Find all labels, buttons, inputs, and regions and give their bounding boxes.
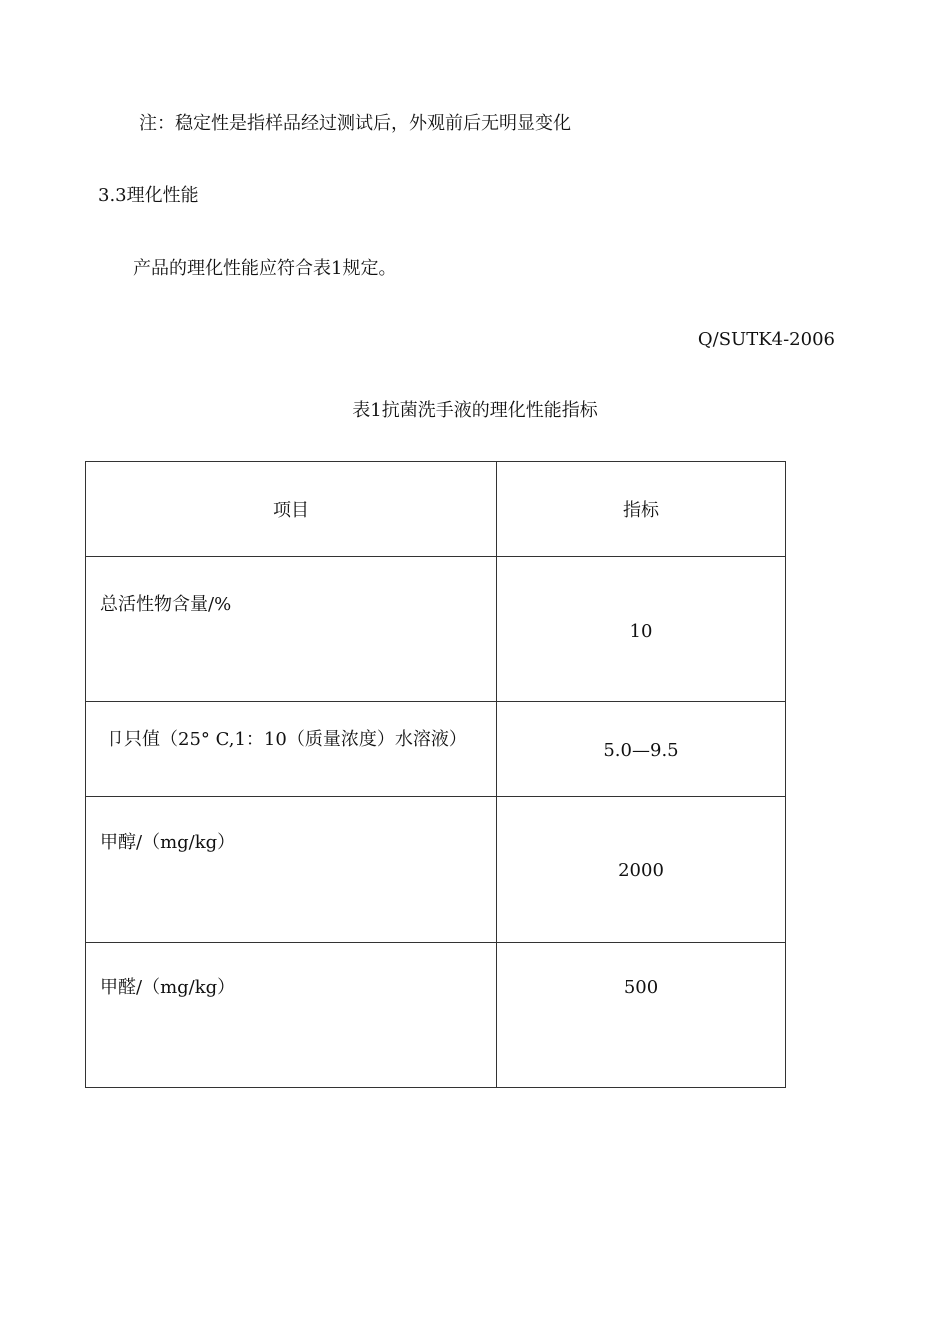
item-label: 卩只值（25° C,1：10（质量浓度）水溶液）	[106, 729, 467, 750]
item-cell	[86, 797, 497, 943]
note-text: 注：稳定性是指样品经过测试后，外观前后无明显变化	[139, 113, 571, 134]
value-cell	[497, 943, 786, 1088]
table-row	[86, 557, 786, 702]
item-label: 总活性物含量/%	[100, 594, 232, 615]
item-cell	[86, 702, 497, 797]
document-code: Q/SUTK4-2006	[697, 329, 835, 350]
value-cell	[497, 702, 786, 797]
value-text: 10	[629, 621, 653, 642]
table-caption: 表1抗菌洗手液的理化性能指标	[352, 400, 598, 421]
spec-table	[85, 461, 786, 1088]
item-label: 甲醇/（mg/kg）	[100, 832, 236, 853]
table-header-row	[86, 462, 786, 557]
header-item: 项目	[86, 462, 497, 557]
value-text: 500	[623, 977, 659, 998]
table-row	[86, 943, 786, 1088]
table-row	[86, 797, 786, 943]
item-label: 甲醛/（mg/kg）	[100, 977, 236, 998]
intro-paragraph: 产品的理化性能应符合表1规定。	[133, 258, 397, 279]
item-cell	[86, 557, 497, 702]
header-indicator: 指标	[497, 462, 786, 557]
table-row	[86, 702, 786, 797]
item-cell	[86, 943, 497, 1088]
value-text: 2000	[618, 860, 664, 881]
value-cell	[497, 797, 786, 943]
section-heading: 3.3理化性能	[98, 185, 199, 206]
value-text: 5.0—9.5	[603, 740, 679, 761]
value-cell	[497, 557, 786, 702]
